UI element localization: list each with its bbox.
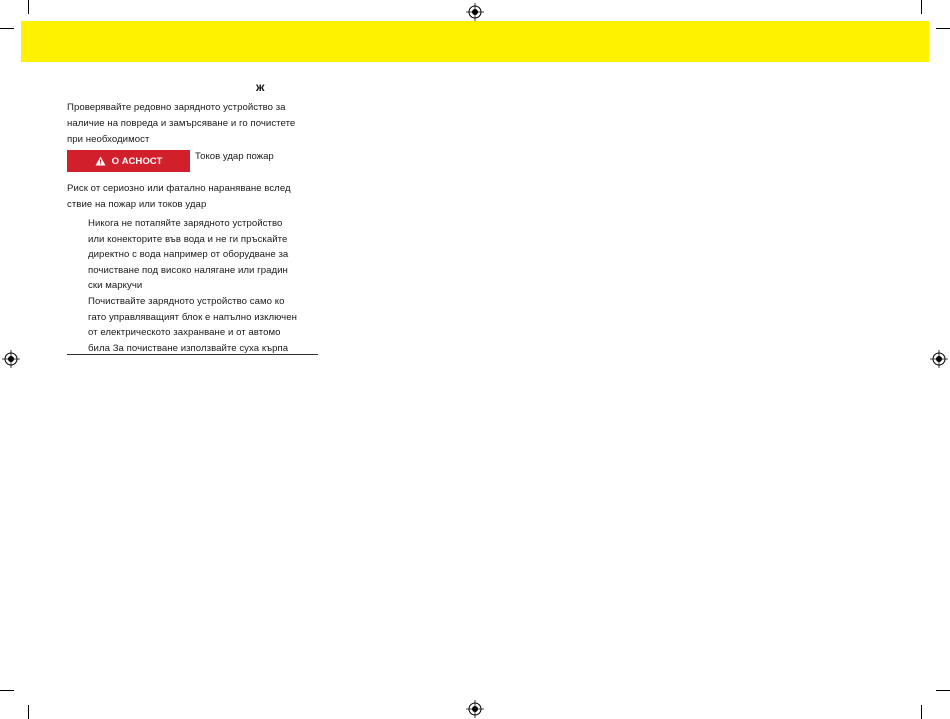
registration-mark-icon <box>930 350 948 368</box>
crop-mark <box>921 0 922 14</box>
instruction-item: Никога не потапяйте зарядното устройство или конекторите във вода и не ги пръскайте директно с вода например от оборудване за почистване под високо налягане или градин ски маркучи <box>88 218 289 292</box>
registration-mark-icon <box>466 3 484 21</box>
header-band <box>21 21 929 62</box>
crop-mark <box>0 690 14 691</box>
registration-mark-icon <box>2 350 20 368</box>
crop-mark <box>936 28 950 29</box>
hazard-text: Токов удар пожар <box>195 151 274 162</box>
instruction-item: Почиствайте зарядното устройство само ко гато управляващият блок е напълно изключен от електрическото захранване и от автомо била За почистване използвайте суха кърпа <box>88 296 297 354</box>
crop-mark <box>0 28 14 29</box>
risk-paragraph: Риск от сериозно или фатално нараняване вслед ствие на пожар или токов удар <box>67 183 291 210</box>
intro-paragraph: Проверявайте редовно зарядното устройство за наличие на повреда и замърсяване и го почистете при необходимост <box>67 102 296 145</box>
crop-mark <box>936 690 950 691</box>
registration-mark-icon <box>466 700 484 718</box>
danger-label: О АСНОСТ <box>111 155 163 167</box>
crop-mark <box>28 0 29 14</box>
crop-mark <box>28 705 29 719</box>
danger-badge <box>67 150 190 172</box>
crop-mark <box>921 705 922 719</box>
section-title: ж <box>256 80 266 94</box>
section-divider <box>67 354 318 355</box>
warning-triangle-icon <box>95 156 106 166</box>
